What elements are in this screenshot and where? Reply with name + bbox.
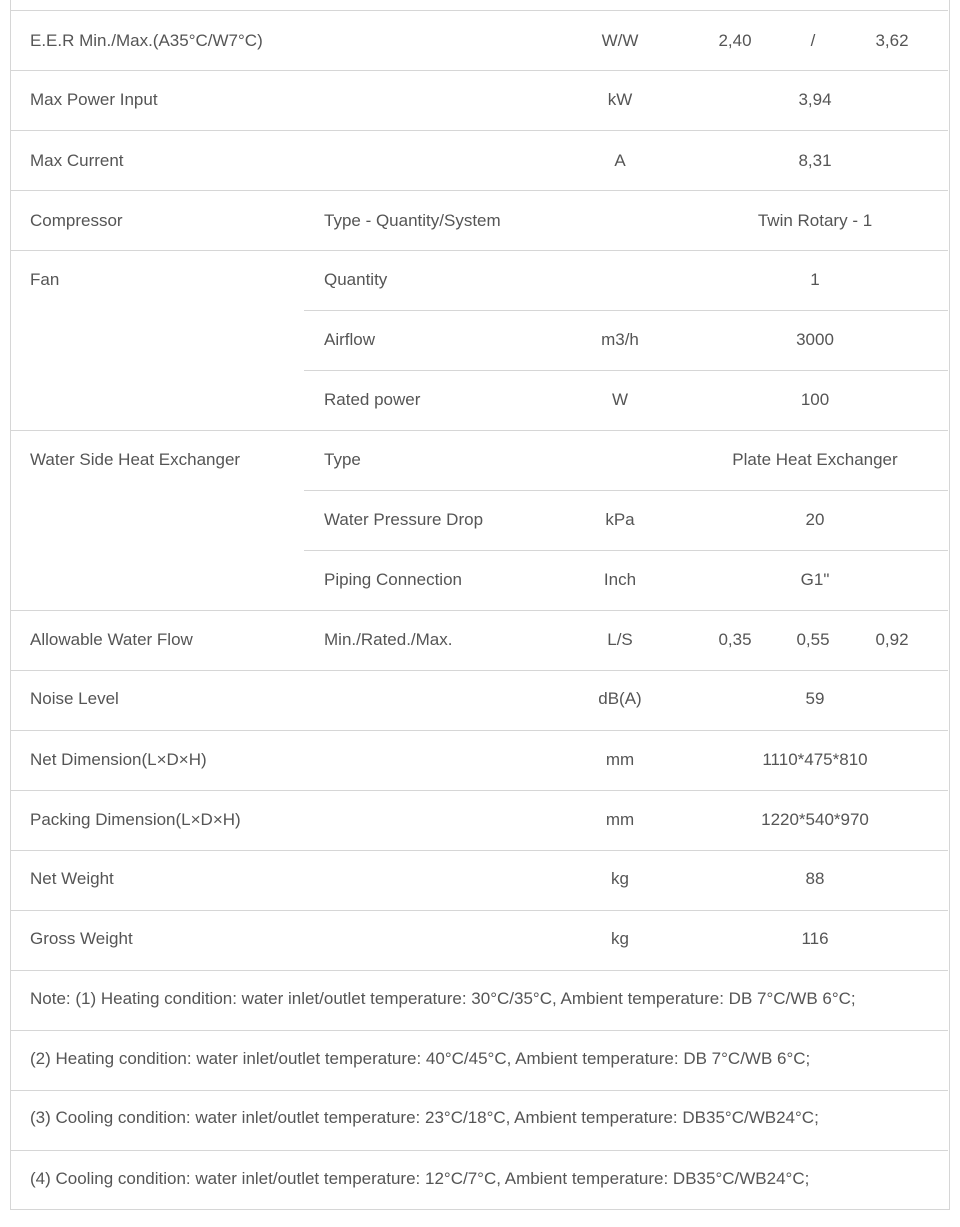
row-unit: kg	[611, 929, 629, 948]
row-divider	[10, 670, 948, 671]
row-value: 1	[810, 270, 820, 289]
row-unit: kPa	[605, 510, 635, 529]
row-unit: mm	[605, 750, 635, 769]
row-value: 1220*540*970	[761, 810, 869, 829]
note-line-4: (4) Cooling condition: water inlet/outlet temperature: 12°C/7°C, Ambient temperature: DB35°C/WB24°C;	[30, 1169, 810, 1188]
row-divider	[10, 130, 948, 131]
row-sublabel: Water Pressure Drop	[324, 510, 484, 529]
row-value: 3,94	[798, 90, 832, 109]
row-value: 1110*475*810	[762, 750, 868, 769]
row-divider	[10, 790, 948, 791]
flow-max-value: 0,92	[875, 630, 909, 649]
flow-rated-value: 0,55	[796, 630, 830, 649]
flow-min-value: 0,35	[718, 630, 752, 649]
row-unit: Inch	[603, 570, 637, 589]
row-divider	[10, 10, 948, 11]
row-label: Noise Level	[30, 689, 119, 708]
eer-min-value: 2,40	[718, 31, 752, 50]
row-divider	[10, 430, 948, 431]
row-unit: kg	[611, 869, 629, 888]
row-label: Max Power Input	[30, 90, 158, 109]
row-unit: A	[614, 151, 626, 170]
row-divider	[10, 850, 948, 851]
row-divider	[10, 1030, 948, 1031]
row-divider	[10, 1090, 948, 1091]
row-divider	[10, 250, 948, 251]
row-unit: L/S	[607, 630, 633, 649]
row-value: 8,31	[798, 151, 832, 170]
row-value: 100	[800, 390, 830, 409]
row-divider	[10, 190, 948, 191]
row-divider	[10, 910, 948, 911]
row-divider	[10, 1150, 948, 1151]
sub-row-divider	[304, 550, 948, 551]
note-line-2: (2) Heating condition: water inlet/outlet temperature: 40°C/45°C, Ambient temperature: DB 7°C/WB 6°C;	[30, 1049, 811, 1068]
row-label: E.E.R Min./Max.(A35°C/W7°C)	[30, 31, 263, 50]
row-label: Compressor	[30, 211, 123, 230]
row-label: Packing Dimension(L×D×H)	[30, 810, 241, 829]
row-value: 20	[805, 510, 825, 529]
sub-row-divider	[304, 370, 948, 371]
row-sublabel: Piping Connection	[324, 570, 462, 589]
row-value: Plate Heat Exchanger	[732, 450, 898, 469]
row-sublabel: Type	[324, 450, 361, 469]
row-label: Allowable Water Flow	[30, 630, 193, 649]
sub-row-divider	[304, 490, 948, 491]
row-sublabel: Airflow	[324, 330, 376, 349]
row-value: G1"	[800, 570, 830, 589]
eer-max-value: 3,62	[875, 31, 909, 50]
sub-row-divider	[304, 310, 948, 311]
row-unit: dB(A)	[598, 689, 642, 708]
row-label: Gross Weight	[30, 929, 133, 948]
row-sublabel: Min./Rated./Max.	[324, 630, 453, 649]
row-label: Fan	[30, 270, 60, 289]
row-divider	[10, 70, 948, 71]
row-label: Net Dimension(L×D×H)	[30, 750, 207, 769]
row-label: Net Weight	[30, 869, 114, 888]
row-value: 116	[801, 929, 829, 948]
row-sublabel: Rated power	[324, 390, 421, 409]
row-unit: m3/h	[601, 330, 639, 349]
note-line-1: Note: (1) Heating condition: water inlet/outlet temperature: 30°C/35°C, Ambient temperature: DB 7°C/WB 6°C;	[30, 989, 856, 1008]
row-unit: W	[611, 390, 629, 409]
row-label: Max Current	[30, 151, 124, 170]
row-label: Water Side Heat Exchanger	[30, 450, 241, 469]
row-sublabel: Type - Quantity/System	[324, 211, 501, 230]
row-unit: kW	[607, 90, 633, 109]
row-divider	[10, 970, 948, 971]
row-divider	[10, 730, 948, 731]
row-value: 88	[805, 869, 825, 888]
row-unit: W/W	[601, 31, 639, 50]
row-value: Twin Rotary - 1	[757, 211, 873, 230]
spec-table-frame	[10, 0, 950, 1210]
row-value: 3000	[796, 330, 834, 349]
note-line-3: (3) Cooling condition: water inlet/outlet temperature: 23°C/18°C, Ambient temperature: DB35°C/WB24°C;	[30, 1108, 819, 1127]
row-divider	[10, 610, 948, 611]
eer-separator: /	[810, 31, 816, 50]
row-sublabel: Quantity	[324, 270, 388, 289]
row-value: 59	[805, 689, 825, 708]
row-unit: mm	[605, 810, 635, 829]
